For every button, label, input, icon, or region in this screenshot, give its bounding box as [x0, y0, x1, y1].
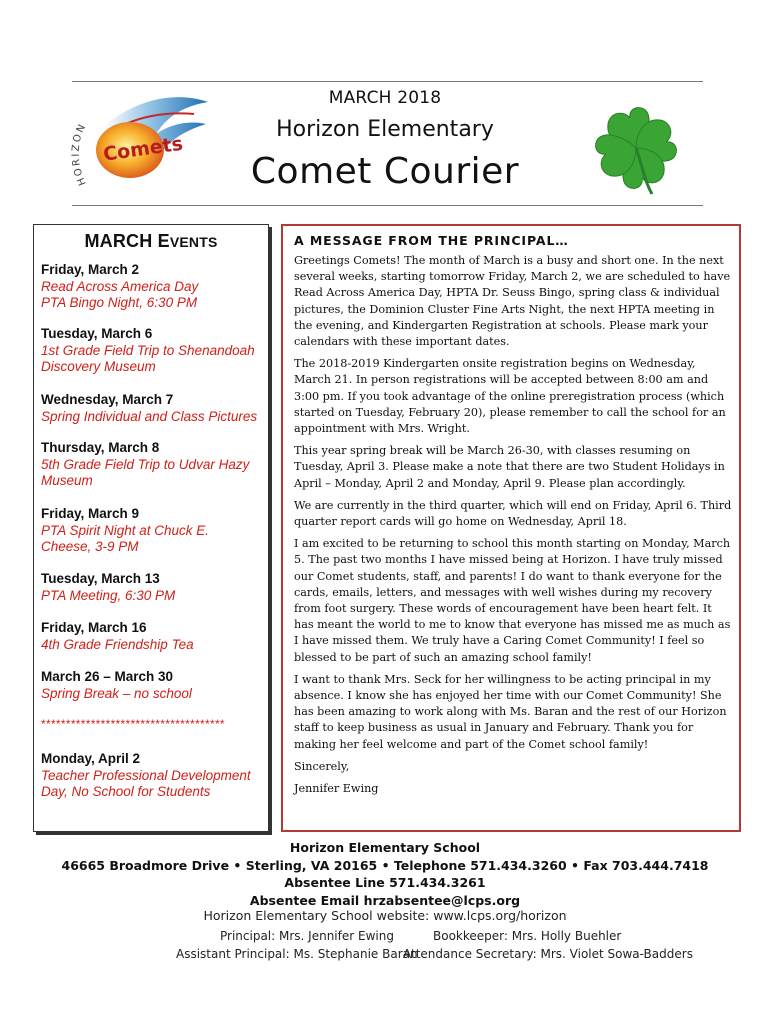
header-rule [72, 205, 703, 206]
footer-absentee-email: Absentee Email hrzabsentee@lcps.org [249, 892, 521, 908]
message-paragraph: We are currently in the third quarter, which will end on Friday, April 6. Third quarter report cards will go home on Wednesday, April 18. [294, 498, 732, 529]
footer-assistant-principal: Assistant Principal: Ms. Stephanie Baran [176, 947, 418, 961]
message-paragraph: This year spring break will be March 26-30, with classes resuming on Tuesday, April 3. Please make a note that there are two Student Holidays in April – Monday, April 2 and Monday, April 9. Please plan accordingly. [294, 444, 725, 490]
event-item: Tuesday, March 13 PTA Meeting, 6:30 PM [41, 571, 176, 603]
event-item: Monday, April 2 Teacher Professional Development Day, No School for Students [41, 751, 251, 799]
event-item: Friday, March 9 PTA Spirit Night at Chuck E. Cheese, 3-9 PM [41, 506, 210, 554]
top-rule [72, 81, 703, 82]
principal-message-box [281, 224, 741, 832]
events-separator: ************************************* [41, 717, 225, 731]
message-paragraph: I want to thank Mrs. Seck for her willingness to be acting principal in my absence. I know she has enjoyed her time with our Comet Community! She has been amazing to work along with Ms. Baran and the rest of our Horizon staff to keep business as usual in January and February. Thank you for making her feel welcome and part of the Comet school family! [294, 672, 727, 751]
newsletter-title: Comet Courier [250, 151, 520, 192]
message-paragraph: I am excited to be returning to school this month starting on Monday, March 5. The past two months I have missed being at Horizon. I have truly missed our Comet students, staff, and parents! I do want to thank everyone for the cards, emails, letters, and messages with well wishes during my recovery from foot surgery. These words of encouragement have been heart felt. It has meant the world to me to know that everyone has missed me as much as I have missed them. We truly have a Caring Comet Community! I feel so blessed to be part of such an amazing school family! [294, 537, 731, 664]
message-closing: Sincerely, [294, 759, 350, 773]
footer-attendance-secretary: Attendance Secretary: Mrs. Violet Sowa-Badders [403, 947, 693, 961]
footer-contact [0, 839, 770, 909]
message-paragraph: Greetings Comets! The month of March is a busy and short one. In the next several weeks, starting tomorrow Friday, March 2, we are scheduled to have Read Across America Day, HPTA Dr. Seuss Bingo, spring class & individual pictures, the Dominion Cluster Fine Arts Night, the next HPTA meeting in the evening, and Kindergarten Registration at schools. Please mark your calendars with these important dates. [294, 254, 731, 349]
event-item: Friday, March 16 4th Grade Friendship Tea [41, 620, 194, 652]
logo-arc-text: HORIZON [70, 121, 89, 187]
event-item: Wednesday, March 7 Spring Individual and Class Pictures [41, 392, 258, 424]
footer-absentee-line: Absentee Line 571.434.3261 [284, 875, 486, 891]
school-name: Horizon Elementary [276, 117, 494, 142]
event-item: Friday, March 2 Read Across America Day PTA Bingo Night, 6:30 PM [41, 262, 199, 310]
footer-website: Horizon Elementary School website: www.lcps.org/horizon [203, 908, 567, 923]
message-paragraph: The 2018-2019 Kindergarten onsite registration begins on Wednesday, March 21. In person registrations will be accepted between 8:00 am and 3:00 pm. If you took advantage of the online preregistration process (which started on Tuesday, February 20), please remember to call the school for an appointment with Mrs. Wright. [294, 357, 726, 436]
message-signature: Jennifer Ewing [294, 782, 379, 796]
logo-word: Comets [101, 132, 185, 166]
event-item: Tuesday, March 6 1st Grade Field Trip to Shenandoah Discovery Museum [41, 326, 255, 374]
four-leaf-clover-icon [592, 104, 680, 196]
message-title: A MESSAGE FROM THE PRINCIPAL… [294, 233, 569, 248]
issue-date: MARCH 2018 [328, 88, 442, 108]
event-item: Thursday, March 8 5th Grade Field Trip to Udvar Hazy Museum [41, 440, 250, 488]
footer-address: 46665 Broadmore Drive • Sterling, VA 20165 • Telephone 571.434.3260 • Fax 703.444.7418 [61, 857, 709, 873]
footer-bookkeeper: Bookkeeper: Mrs. Holly Buehler [433, 929, 622, 943]
message-body [294, 253, 734, 803]
march-events-box [33, 224, 269, 832]
footer-principal: Principal: Mrs. Jennifer Ewing [220, 929, 394, 943]
footer-school-name: Horizon Elementary School [289, 840, 481, 855]
events-title: MARCH EVENTS [84, 231, 218, 251]
event-item: March 26 – March 30 Spring Break – no school [41, 669, 192, 701]
